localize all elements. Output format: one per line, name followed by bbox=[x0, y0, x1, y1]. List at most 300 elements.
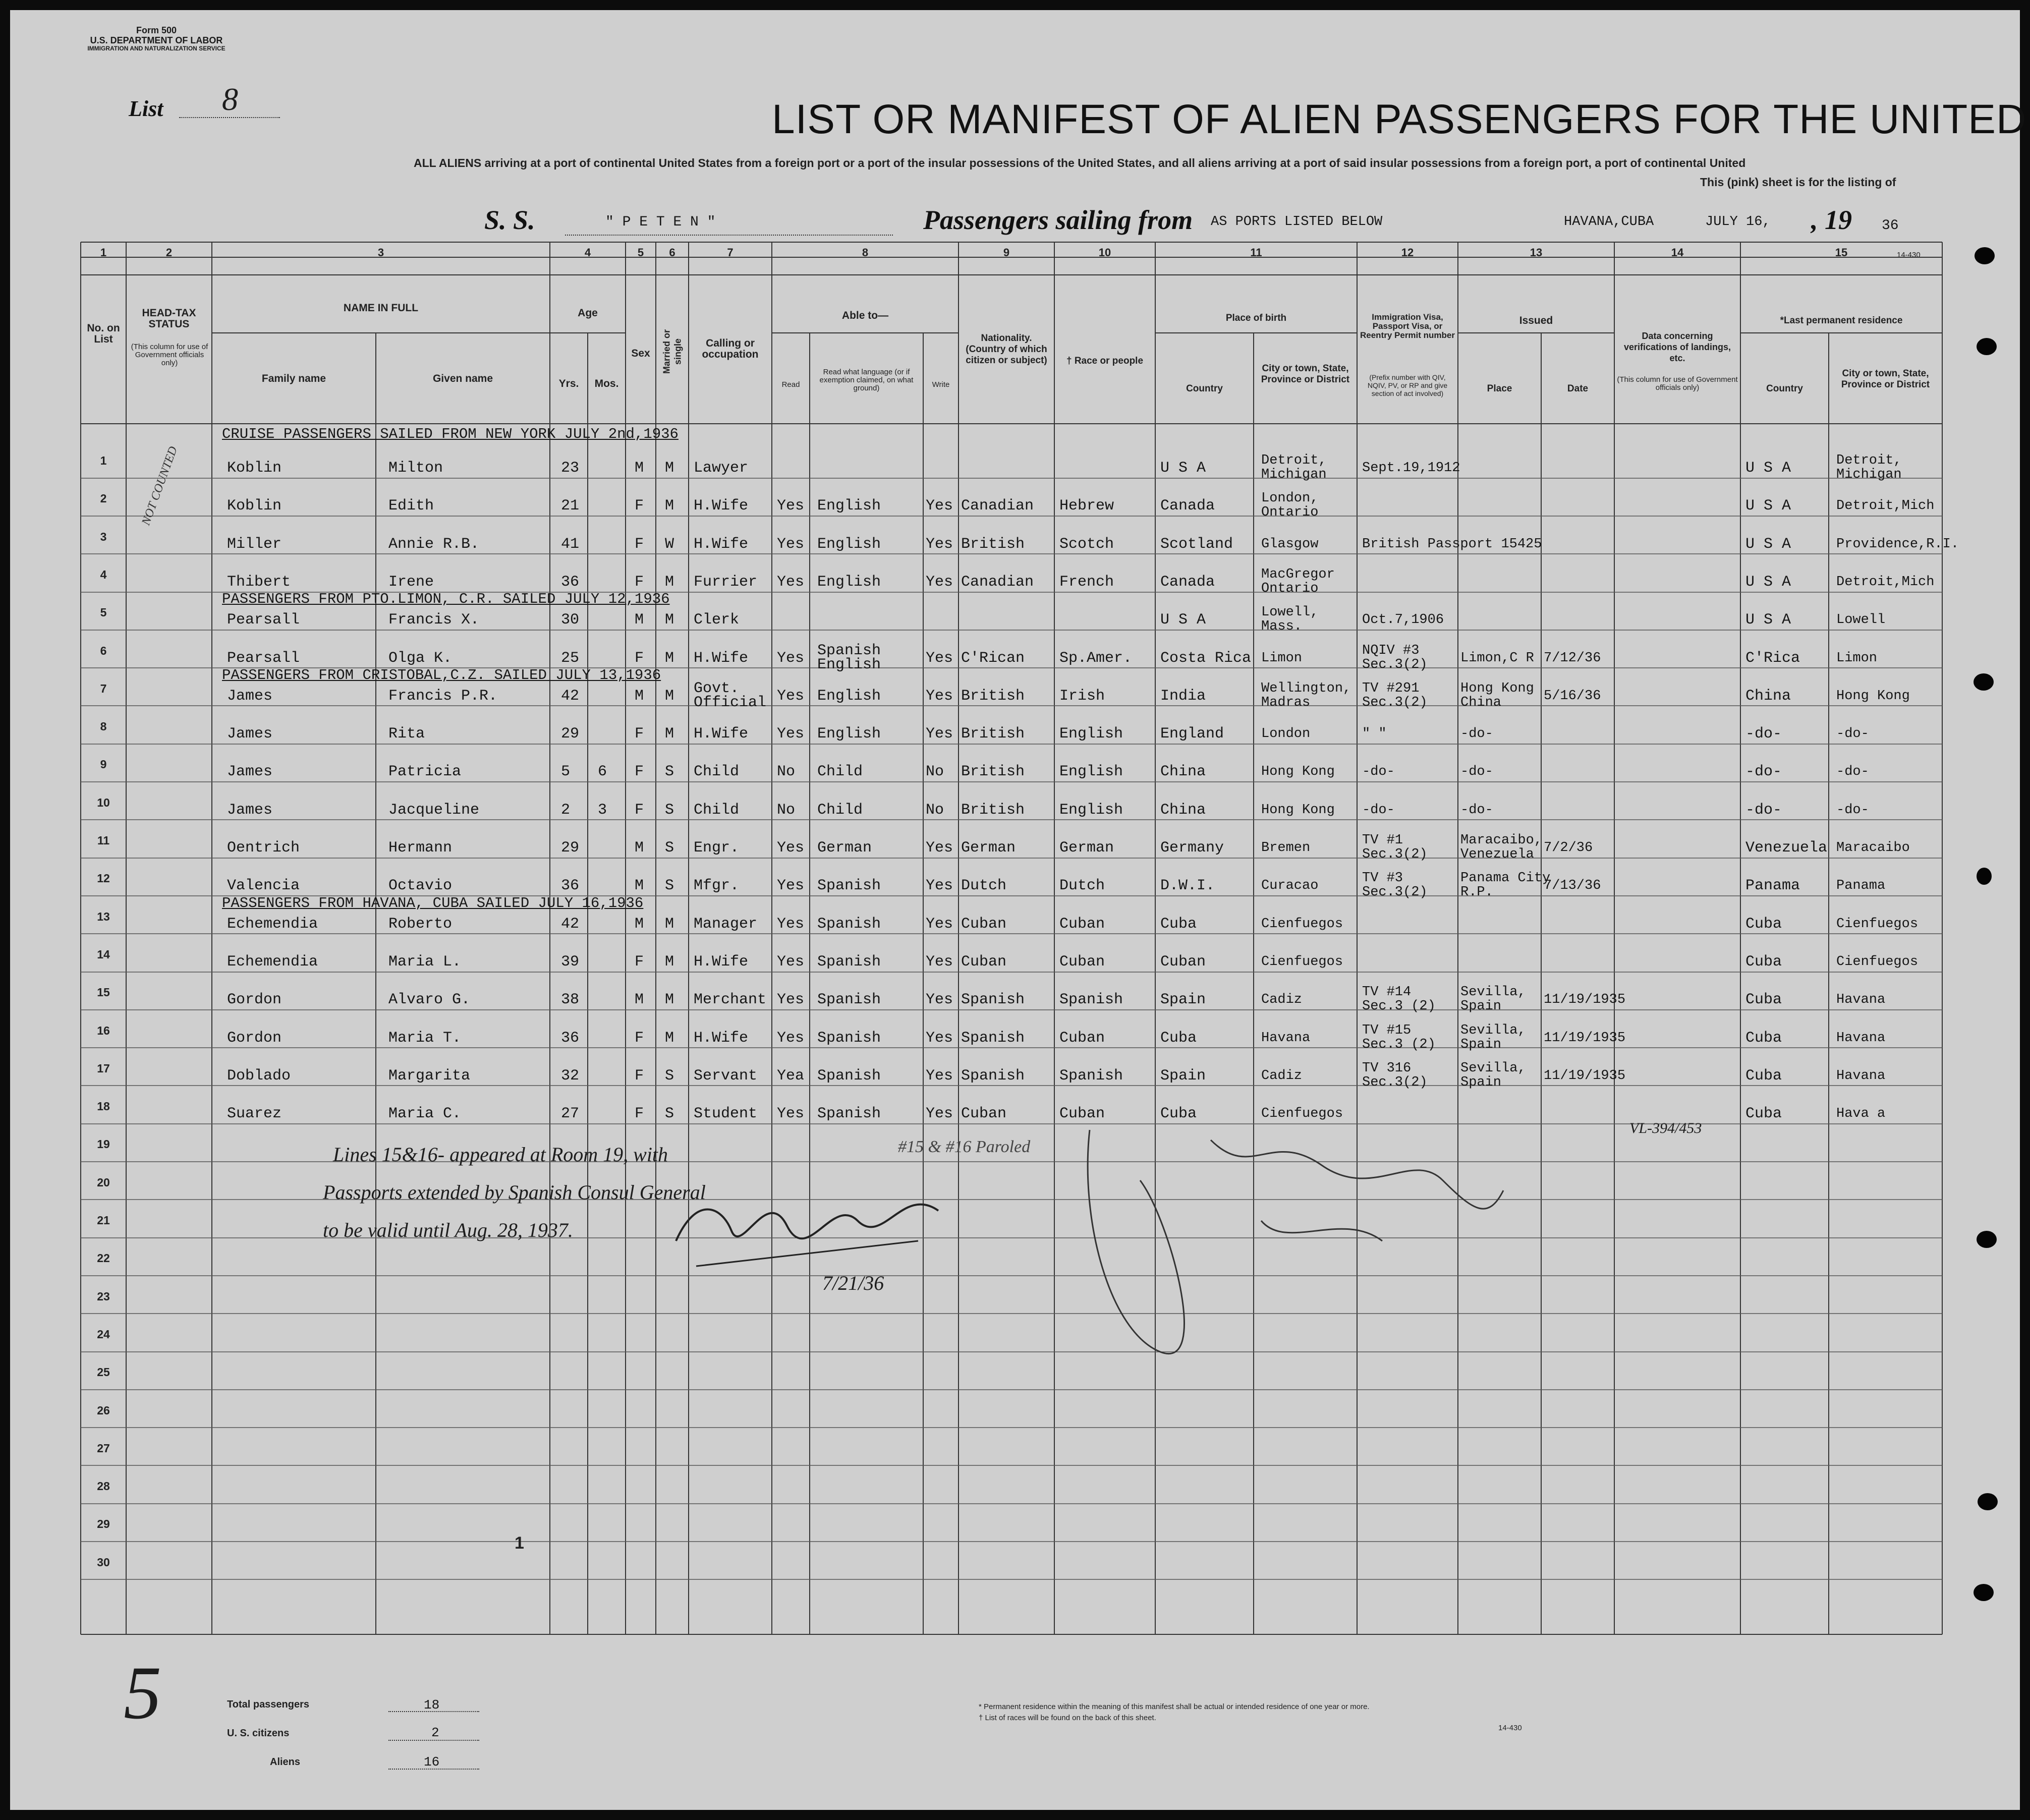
annotation-not-counted: NOT COUNTED bbox=[139, 444, 180, 527]
cell-res-city: Cienfuegos bbox=[1836, 917, 1919, 932]
cell-visa: -do- bbox=[1362, 803, 1395, 818]
cell-given: Edith bbox=[388, 497, 434, 515]
cell-given: Jacqueline bbox=[388, 802, 480, 819]
cell-res-country: Cuba bbox=[1745, 991, 1782, 1008]
cell-res-country: Cuba bbox=[1745, 1067, 1782, 1085]
cell-res-city: Havana bbox=[1836, 992, 1886, 1007]
cell-race: Cuban bbox=[1059, 1030, 1105, 1047]
hdr-issued-date: Date bbox=[1567, 383, 1589, 394]
cell-language: English bbox=[817, 497, 881, 515]
cell-nationality: British bbox=[961, 536, 1025, 553]
cell-sex: F bbox=[635, 1030, 644, 1047]
cell-language: Spanish bbox=[817, 1105, 881, 1122]
row-number: 8 bbox=[100, 720, 107, 733]
row-number: 15 bbox=[97, 986, 110, 999]
cell-race: Cuban bbox=[1059, 1105, 1105, 1122]
cell-given: Rita bbox=[388, 725, 425, 743]
cell-race: Spanish bbox=[1059, 1067, 1123, 1085]
list-label: List bbox=[129, 96, 163, 121]
cell-yrs: 36 bbox=[561, 574, 580, 591]
cell-sex: M bbox=[635, 991, 644, 1008]
cell-married: M bbox=[665, 953, 674, 971]
cell-occupation: Mfgr. bbox=[694, 877, 740, 894]
cell-given: Patricia bbox=[388, 763, 462, 780]
cell-occupation: Clerk bbox=[694, 611, 740, 629]
row-number: 24 bbox=[97, 1328, 110, 1341]
cell-issued-place: -do- bbox=[1460, 803, 1493, 818]
row-number: 26 bbox=[97, 1404, 110, 1417]
cell-res-city: -do- bbox=[1836, 726, 1869, 742]
cell-read: Yes bbox=[777, 497, 805, 515]
cell-family: James bbox=[227, 763, 273, 780]
colnum-9: 9 bbox=[1003, 246, 1010, 259]
punch-hole bbox=[1973, 1584, 1994, 1601]
cell-birth-city: Lowell, Mass. bbox=[1261, 605, 1319, 634]
row-number: 10 bbox=[97, 796, 110, 809]
hdr-name-in-full: NAME IN FULL bbox=[343, 302, 419, 314]
cell-given: Maria C. bbox=[388, 1105, 462, 1122]
cell-yrs: 5 bbox=[561, 763, 571, 780]
cell-occupation: Merchant bbox=[694, 991, 767, 1008]
cell-occupation: Lawyer bbox=[694, 460, 749, 477]
subtitle-line1: ALL ALIENS arriving at a port of continental United States from a foreign port or a port of the insular possessions of the United States, and all aliens arriving at a port of said insular possessions from a foreign port, a port of continental United bbox=[414, 156, 1746, 169]
cell-race: Cuban bbox=[1059, 953, 1105, 971]
cell-occupation: H.Wife bbox=[694, 536, 749, 553]
row-number: 25 bbox=[97, 1366, 110, 1379]
hdr-nationality: Nationality. (Country of which citizen or subject) bbox=[966, 333, 1047, 366]
sailing-from: AS PORTS LISTED BELOW bbox=[1211, 214, 1383, 230]
cell-read: Yes bbox=[777, 725, 805, 743]
cell-given: Maria L. bbox=[388, 953, 462, 971]
cell-family: Koblin bbox=[227, 497, 282, 515]
cell-birth-country: China bbox=[1160, 802, 1206, 819]
cell-birth-country: Germany bbox=[1160, 839, 1224, 857]
cell-res-city: -do- bbox=[1836, 764, 1869, 779]
colnum-6: 6 bbox=[669, 246, 675, 259]
cell-nationality: Cuban bbox=[961, 953, 1007, 971]
hdr-yrs: Yrs. bbox=[558, 378, 579, 389]
hdr-able-to: Able to— bbox=[841, 310, 889, 321]
ss-label: S. S. bbox=[484, 205, 535, 235]
hdr-no-on-list: No. on List bbox=[87, 322, 120, 345]
cell-read: Yes bbox=[777, 574, 805, 591]
cell-birth-city: Hong Kong bbox=[1261, 803, 1335, 818]
cell-occupation: H.Wife bbox=[694, 497, 749, 515]
annotation-v-number: VL-394/453 bbox=[1629, 1120, 1702, 1136]
cell-read: Yes bbox=[777, 688, 805, 705]
cell-nationality: British bbox=[961, 763, 1025, 780]
cell-married: W bbox=[665, 536, 674, 553]
row-number: 23 bbox=[97, 1290, 110, 1303]
cell-married: M bbox=[665, 650, 674, 667]
cell-birth-country: Costa Rica bbox=[1160, 650, 1252, 667]
cell-language: English bbox=[817, 536, 881, 553]
cell-given: Maria T. bbox=[388, 1030, 462, 1047]
cell-sex: F bbox=[635, 1105, 644, 1122]
hdr-res-city: City or town, State, Province or District bbox=[1841, 368, 1930, 390]
cell-mos: 3 bbox=[598, 802, 607, 819]
cell-married: S bbox=[665, 1105, 674, 1122]
cell-sex: F bbox=[635, 497, 644, 515]
cell-language: Spanish bbox=[817, 1067, 881, 1085]
cell-nationality: Spanish bbox=[961, 1030, 1025, 1047]
cell-birth-city: London bbox=[1261, 726, 1311, 742]
cell-given: Francis P.R. bbox=[388, 688, 498, 705]
cell-yrs: 41 bbox=[561, 536, 580, 553]
cell-occupation: Child bbox=[694, 802, 740, 819]
row-number: 27 bbox=[97, 1442, 110, 1455]
year-suffix: 36 bbox=[1882, 218, 1899, 234]
cell-res-city: Detroit,Mich bbox=[1836, 498, 1935, 514]
cell-birth-country: U S A bbox=[1160, 460, 1206, 477]
cell-birth-country: Cuba bbox=[1160, 1030, 1197, 1047]
row-number: 28 bbox=[97, 1480, 110, 1493]
year-prefix: , 19 bbox=[1811, 205, 1852, 235]
hdr-family-name: Family name bbox=[261, 373, 326, 384]
row-number: 12 bbox=[97, 872, 110, 885]
cell-sex: F bbox=[635, 802, 644, 819]
cell-yrs: 39 bbox=[561, 953, 580, 971]
cell-nationality: Canadian bbox=[961, 574, 1034, 591]
row-number: 6 bbox=[100, 644, 107, 657]
cell-birth-city: MacGregor Ontario bbox=[1261, 567, 1335, 596]
cell-language: Spanish English bbox=[817, 642, 881, 673]
stray-mark: 1 bbox=[515, 1533, 524, 1553]
cell-issued-place: Maracaibo, Venezuela bbox=[1460, 833, 1543, 862]
cell-sex: F bbox=[635, 574, 644, 591]
cell-married: M bbox=[665, 1030, 674, 1047]
cell-write: Yes bbox=[926, 574, 953, 591]
cell-visa: TV 316 Sec.3(2) bbox=[1362, 1061, 1428, 1090]
cell-birth-city: Cienfuegos bbox=[1261, 1106, 1343, 1121]
cell-res-country: U S A bbox=[1745, 611, 1791, 629]
cell-birth-country: China bbox=[1160, 763, 1206, 780]
hdr-birth-country: Country bbox=[1186, 383, 1223, 394]
aliens-value: 16 bbox=[424, 1754, 440, 1770]
annotation-initials-date: 7/21/36 bbox=[822, 1272, 884, 1294]
hdr-read-language: Read what language (or if exemption claimed, on what ground) bbox=[819, 368, 914, 392]
row-number: 14 bbox=[97, 948, 110, 961]
cell-language: Spanish bbox=[817, 953, 881, 971]
cell-birth-city: Cienfuegos bbox=[1261, 954, 1343, 970]
cell-yrs: 21 bbox=[561, 497, 580, 515]
cell-married: S bbox=[665, 877, 674, 894]
hdr-last-residence: *Last permanent residence bbox=[1780, 315, 1903, 326]
cell-sex: F bbox=[635, 763, 644, 780]
cell-visa: " " bbox=[1362, 726, 1387, 742]
cell-race: Scotch bbox=[1059, 536, 1114, 553]
cell-sex: M bbox=[635, 460, 644, 477]
annotation-line1: Lines 15&16- appeared at Room 19, with bbox=[333, 1143, 668, 1166]
row-number: 21 bbox=[97, 1214, 110, 1227]
cell-visa: TV #14 Sec.3 (2) bbox=[1362, 985, 1436, 1014]
row-number: 2 bbox=[100, 492, 107, 505]
cell-race: Dutch bbox=[1059, 877, 1105, 894]
cell-res-country: U S A bbox=[1745, 536, 1791, 553]
cell-language: Spanish bbox=[817, 877, 881, 894]
cell-birth-country: England bbox=[1160, 725, 1224, 743]
colnum-2: 2 bbox=[165, 246, 173, 259]
cell-language: English bbox=[817, 688, 881, 705]
cell-birth-city: London, Ontario bbox=[1261, 491, 1319, 520]
subtitle-line2: This (pink) sheet is for the listing of bbox=[1700, 176, 1896, 189]
cell-language: English bbox=[817, 574, 881, 591]
cell-family: Echemendia bbox=[227, 916, 318, 933]
cell-nationality: Cuban bbox=[961, 916, 1007, 933]
cell-read: Yes bbox=[777, 1030, 805, 1047]
cell-race: German bbox=[1059, 839, 1114, 857]
cell-visa: TV #15 Sec.3 (2) bbox=[1362, 1023, 1436, 1052]
cell-birth-city: Wellington, Madras bbox=[1261, 681, 1351, 710]
cell-res-city: Havana bbox=[1836, 1068, 1886, 1084]
cell-language: Child bbox=[817, 802, 863, 819]
cell-issued-date: 5/16/36 bbox=[1544, 689, 1601, 704]
cell-race: Irish bbox=[1059, 688, 1105, 705]
colnum-14: 14 bbox=[1671, 246, 1684, 259]
cell-write: Yes bbox=[926, 688, 953, 705]
cell-sex: F bbox=[635, 536, 644, 553]
port: HAVANA,CUBA bbox=[1564, 214, 1654, 230]
cell-issued-place: Hong Kong China bbox=[1460, 681, 1534, 710]
cell-married: M bbox=[665, 460, 674, 477]
colnum-3: 3 bbox=[377, 246, 384, 259]
cell-married: M bbox=[665, 497, 674, 515]
cell-language: English bbox=[817, 725, 881, 743]
cell-write: Yes bbox=[926, 725, 953, 743]
hdr-mos: Mos. bbox=[594, 378, 619, 389]
cell-given: Roberto bbox=[388, 916, 453, 933]
hdr-place-of-birth: Place of birth bbox=[1225, 313, 1287, 323]
cell-write: Yes bbox=[926, 497, 953, 515]
cell-nationality: British bbox=[961, 802, 1025, 819]
cell-read: Yes bbox=[777, 877, 805, 894]
cell-family: Pearsall bbox=[227, 611, 300, 629]
cell-sex: M bbox=[635, 877, 644, 894]
row-number: 3 bbox=[100, 530, 107, 543]
row-number: 5 bbox=[100, 606, 107, 619]
cell-married: M bbox=[665, 611, 674, 629]
cell-occupation: Servant bbox=[694, 1067, 758, 1085]
row-number: 29 bbox=[97, 1517, 110, 1530]
hdr-calling: Calling or occupation bbox=[702, 337, 759, 360]
ship-name: " P E T E N " bbox=[605, 214, 716, 230]
hdr-given-name: Given name bbox=[432, 373, 493, 384]
cell-birth-city: Glasgow bbox=[1261, 537, 1319, 552]
cell-birth-city: Bremen bbox=[1261, 840, 1311, 856]
footnote-1: * Permanent residence within the meaning of this manifest shall be actual or intended residence of one year or more. bbox=[979, 1702, 1370, 1711]
cell-family: Koblin bbox=[227, 460, 282, 477]
cell-read: Yes bbox=[777, 536, 805, 553]
cell-yrs: 30 bbox=[561, 611, 580, 629]
cell-write: No bbox=[926, 802, 944, 819]
annotation-line3: to be valid until Aug. 28, 1937. bbox=[323, 1219, 573, 1241]
aliens-label: Aliens bbox=[270, 1756, 301, 1768]
cell-married: M bbox=[665, 688, 674, 705]
cell-sex: M bbox=[635, 611, 644, 629]
cell-given: Milton bbox=[388, 460, 443, 477]
cell-birth-city: Cadiz bbox=[1261, 992, 1303, 1007]
cell-occupation: Engr. bbox=[694, 839, 740, 857]
cell-married: M bbox=[665, 574, 674, 591]
cell-write: Yes bbox=[926, 953, 953, 971]
row-number: 18 bbox=[97, 1100, 110, 1113]
cell-res-country: -do- bbox=[1745, 725, 1782, 743]
cell-issued-date: 7/13/36 bbox=[1544, 878, 1601, 893]
form-number: Form 500 bbox=[136, 25, 177, 35]
cell-res-city: Limon bbox=[1836, 651, 1878, 666]
cell-res-country: U S A bbox=[1745, 574, 1791, 591]
annotation-line2: Passports extended by Spanish Consul General bbox=[323, 1181, 706, 1204]
punch-hole bbox=[1978, 1493, 1998, 1510]
cell-married: S bbox=[665, 839, 674, 857]
cell-race: English bbox=[1059, 725, 1123, 743]
cell-family: Valencia bbox=[227, 877, 300, 894]
cell-read: Yes bbox=[777, 916, 805, 933]
cell-birth-city: Havana bbox=[1261, 1031, 1311, 1046]
hdr-data-landings-note: (This column for use of Government officials only) bbox=[1617, 375, 1738, 392]
cell-occupation: Govt. Official bbox=[694, 680, 767, 711]
hdr-head-tax: HEAD-TAX STATUS bbox=[142, 307, 196, 330]
cell-married: S bbox=[665, 1067, 674, 1085]
colnum-1: 1 bbox=[100, 246, 107, 259]
cell-sex: M bbox=[635, 839, 644, 857]
cell-occupation: Student bbox=[694, 1105, 758, 1122]
footnote-code: 14-430 bbox=[1498, 1724, 1522, 1732]
cell-sex: M bbox=[635, 916, 644, 933]
cell-write: Yes bbox=[926, 991, 953, 1008]
sailing-date: JULY 16, bbox=[1705, 214, 1771, 230]
cell-issued-place: Sevilla, Spain bbox=[1460, 1023, 1526, 1052]
cell-sex: F bbox=[635, 725, 644, 743]
cell-yrs: 27 bbox=[561, 1105, 580, 1122]
cell-birth-city: Hong Kong bbox=[1261, 764, 1335, 779]
hdr-sex: Sex bbox=[631, 348, 650, 359]
cell-race: French bbox=[1059, 574, 1114, 591]
cell-res-country: Cuba bbox=[1745, 1030, 1782, 1047]
cell-read: No bbox=[777, 763, 796, 780]
punch-hole bbox=[1977, 1231, 1997, 1248]
cell-nationality: Cuban bbox=[961, 1105, 1007, 1122]
cell-visa: TV #1 Sec.3(2) bbox=[1362, 833, 1428, 862]
cell-married: M bbox=[665, 991, 674, 1008]
cell-res-city: Providence,R.I. bbox=[1836, 537, 1959, 552]
cell-write: Yes bbox=[926, 877, 953, 894]
annotation-paroled: #15 & #16 Paroled bbox=[898, 1138, 1031, 1156]
cell-write: Yes bbox=[926, 916, 953, 933]
cell-nationality: Spanish bbox=[961, 1067, 1025, 1085]
row-number: 19 bbox=[97, 1138, 110, 1151]
cell-issued-place: Panama City R.P. bbox=[1460, 871, 1551, 900]
cell-yrs: 38 bbox=[561, 991, 580, 1008]
inspector-scribble bbox=[1059, 1120, 1513, 1362]
cell-birth-country: Scotland bbox=[1160, 536, 1233, 553]
colnum-13: 13 bbox=[1530, 246, 1543, 259]
cell-issued-date: 7/12/36 bbox=[1544, 651, 1601, 666]
colnum-10: 10 bbox=[1098, 246, 1111, 259]
section-header: PASSENGERS FROM HAVANA, CUBA SAILED JULY 16,1936 bbox=[222, 895, 644, 912]
manifest-sheet bbox=[10, 10, 2027, 1810]
cell-res-country: Panama bbox=[1745, 877, 1800, 894]
cell-res-country: -do- bbox=[1745, 763, 1782, 780]
service: IMMIGRATION AND NATURALIZATION SERVICE bbox=[87, 45, 225, 52]
cell-yrs: 42 bbox=[561, 916, 580, 933]
cell-given: Margarita bbox=[388, 1067, 471, 1085]
cell-sex: F bbox=[635, 953, 644, 971]
cell-language: Child bbox=[817, 763, 863, 780]
cell-issued-date: 11/19/1935 bbox=[1544, 1068, 1626, 1084]
cell-yrs: 42 bbox=[561, 688, 580, 705]
hdr-issued: Issued bbox=[1519, 315, 1553, 326]
cell-res-city: Maracaibo bbox=[1836, 840, 1910, 856]
cell-birth-city: Cienfuegos bbox=[1261, 917, 1343, 932]
cell-res-city: Lowell bbox=[1836, 612, 1886, 628]
cell-write: Yes bbox=[926, 839, 953, 857]
hdr-age: Age bbox=[578, 307, 598, 319]
cell-birth-country: U S A bbox=[1160, 611, 1206, 629]
section-header: PASSENGERS FROM CRISTOBAL,C.Z. SAILED JULY 13,1936 bbox=[222, 667, 661, 684]
cell-family: Thibert bbox=[227, 574, 291, 591]
cell-language: Spanish bbox=[817, 916, 881, 933]
cell-birth-country: Canada bbox=[1160, 574, 1215, 591]
cell-visa: Sept.19,1912 bbox=[1362, 461, 1460, 476]
cell-race: Cuban bbox=[1059, 916, 1105, 933]
cell-read: Yea bbox=[777, 1067, 805, 1085]
total-passengers-value: 18 bbox=[424, 1697, 440, 1713]
hdr-write: Write bbox=[932, 380, 950, 389]
punch-hole bbox=[1973, 673, 1994, 691]
cell-res-country: C'Rica bbox=[1745, 650, 1800, 667]
cell-write: Yes bbox=[926, 650, 953, 667]
row-number: 7 bbox=[100, 682, 107, 695]
cell-married: S bbox=[665, 802, 674, 819]
colnum-11: 11 bbox=[1250, 246, 1262, 259]
cell-occupation: H.Wife bbox=[694, 650, 749, 667]
cell-occupation: H.Wife bbox=[694, 1030, 749, 1047]
cell-yrs: 23 bbox=[561, 460, 580, 477]
cell-read: Yes bbox=[777, 650, 805, 667]
row-number: 30 bbox=[97, 1556, 110, 1569]
cell-family: James bbox=[227, 688, 273, 705]
hdr-visa-note: (Prefix number with QIV, NQIV, PV, or RP and give section of act involved) bbox=[1367, 373, 1448, 397]
cell-occupation: Furrier bbox=[694, 574, 758, 591]
cell-nationality: C'Rican bbox=[961, 650, 1025, 667]
cell-birth-country: Canada bbox=[1160, 497, 1215, 515]
cell-language: Spanish bbox=[817, 991, 881, 1008]
cell-visa: NQIV #3 Sec.3(2) bbox=[1362, 643, 1428, 672]
cell-given: Hermann bbox=[388, 839, 453, 857]
cell-birth-country: Cuban bbox=[1160, 953, 1206, 971]
cell-res-country: U S A bbox=[1745, 497, 1791, 515]
cell-nationality: British bbox=[961, 688, 1025, 705]
cell-birth-city: Cadiz bbox=[1261, 1068, 1303, 1084]
cell-res-country: China bbox=[1745, 688, 1791, 705]
cell-read: No bbox=[777, 802, 796, 819]
colnum-4: 4 bbox=[584, 246, 591, 259]
cell-race: English bbox=[1059, 802, 1123, 819]
page-mark: 5 bbox=[124, 1651, 161, 1735]
cell-married: M bbox=[665, 725, 674, 743]
cell-language: German bbox=[817, 839, 872, 857]
cell-issued-place: -do- bbox=[1460, 764, 1493, 779]
cell-res-country: Venezuela bbox=[1745, 839, 1828, 857]
list-value: 8 bbox=[222, 81, 238, 117]
cell-visa: British Passport 15425 bbox=[1362, 537, 1542, 552]
cell-family: Oentrich bbox=[227, 839, 300, 857]
hdr-visa: Immigration Visa, Passport Visa, or Reentry Permit number bbox=[1360, 312, 1455, 340]
cell-birth-country: D.W.I. bbox=[1160, 877, 1215, 894]
cell-birth-country: Cuba bbox=[1160, 1105, 1197, 1122]
cell-family: Gordon bbox=[227, 1030, 282, 1047]
